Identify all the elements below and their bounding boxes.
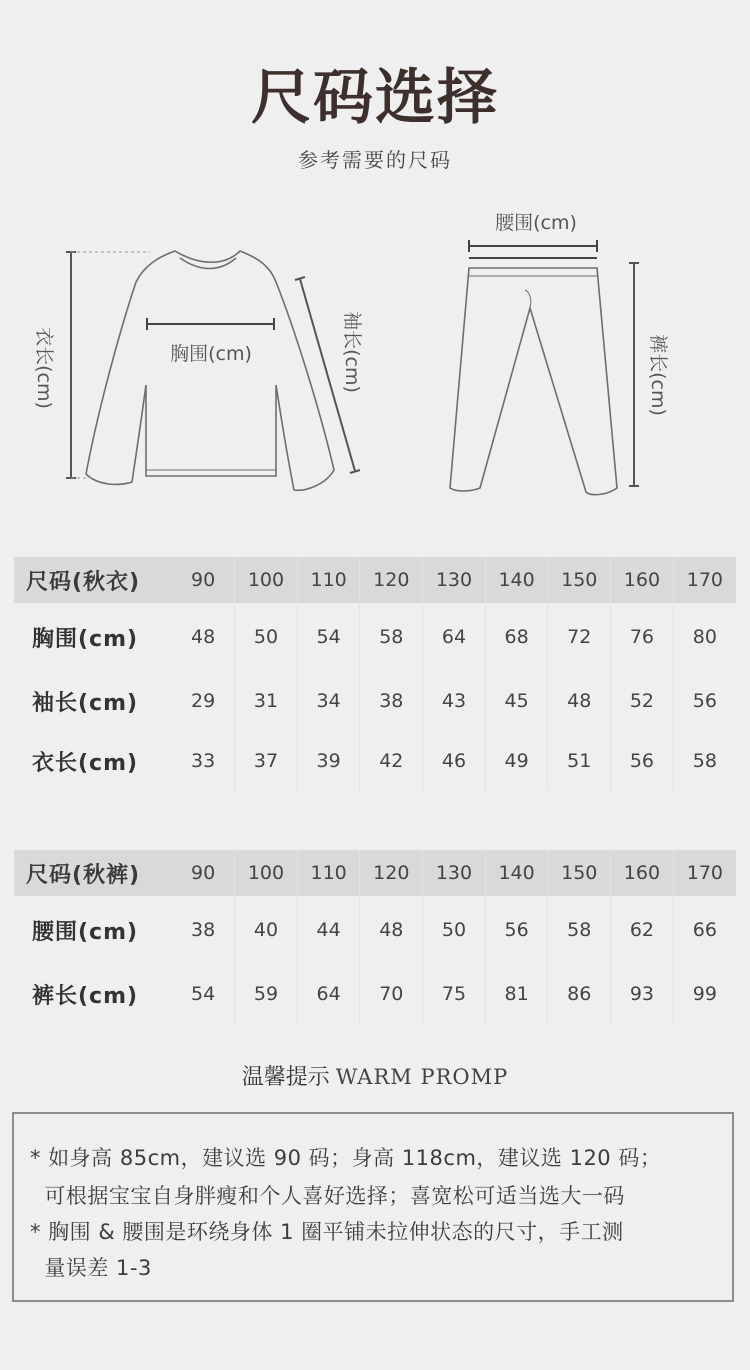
row-label: 胸围(cm)	[32, 626, 139, 652]
size-cell: 170	[673, 850, 736, 896]
value-cell: 66	[673, 896, 736, 964]
value-cell: 31	[235, 671, 298, 731]
value-cell: 70	[360, 964, 423, 1024]
size-cell: 150	[548, 850, 611, 896]
tops-header-row	[14, 557, 736, 603]
table-row	[14, 603, 736, 671]
value-cell: 33	[190, 750, 216, 772]
pants-length-label: 裤长(cm)	[647, 334, 669, 416]
waist-label: 腰围(cm)	[495, 212, 577, 234]
size-cell: 120	[360, 850, 423, 896]
tops-header-label: 尺码(秋衣)	[14, 557, 172, 603]
row-label: 腰围(cm)	[32, 919, 139, 945]
value-cell: 45	[485, 671, 548, 731]
row-label: 袖长(cm)	[32, 690, 139, 716]
value-cell: 64	[297, 964, 360, 1024]
value-cell: 64	[423, 603, 486, 671]
value-cell: 68	[485, 603, 548, 671]
value-cell: 48	[548, 671, 611, 731]
page-subtitle: 参考需要的尺码	[298, 148, 452, 172]
value-cell: 56	[611, 731, 674, 791]
pants-header-label: 尺码(秋裤)	[14, 850, 172, 896]
value-cell: 62	[611, 896, 674, 964]
value-cell: 51	[548, 731, 611, 791]
table-row	[14, 731, 736, 791]
size-cell: 140	[485, 557, 548, 603]
size-cell: 160	[611, 850, 674, 896]
top-garment-illustration	[86, 251, 334, 490]
value-cell: 93	[611, 964, 674, 1024]
pants-size-table	[14, 850, 736, 1024]
size-cell: 90	[172, 850, 235, 896]
tip-line: 量误差 1-3	[30, 1256, 152, 1280]
value-cell: 29	[190, 690, 216, 712]
size-cell: 140	[485, 850, 548, 896]
value-cell: 39	[297, 731, 360, 791]
value-cell: 50	[423, 896, 486, 964]
value-cell: 48	[360, 896, 423, 964]
value-cell: 75	[423, 964, 486, 1024]
tips-title	[0, 1060, 750, 1091]
size-cell: 100	[235, 850, 298, 896]
length-label: 衣长(cm)	[33, 327, 55, 409]
page-title: 尺码选择	[251, 63, 499, 133]
size-cell: 120	[360, 557, 423, 603]
value-cell: 37	[235, 731, 298, 791]
table-row	[14, 964, 736, 1024]
value-cell: 54	[190, 983, 216, 1005]
size-cell: 100	[235, 557, 298, 603]
size-cell: 130	[423, 850, 486, 896]
tip-line: 可根据宝宝自身胖瘦和个人喜好选择；喜宽松可适当选大一码	[30, 1184, 625, 1208]
sleeve-label: 袖长(cm)	[341, 311, 363, 393]
value-cell: 56	[485, 896, 548, 964]
size-cell: 160	[611, 557, 674, 603]
row-label: 裤长(cm)	[32, 983, 139, 1009]
value-cell: 52	[611, 671, 674, 731]
value-cell: 38	[190, 919, 216, 941]
size-cell: 150	[548, 557, 611, 603]
tip-line: * 如身高 85cm，建议选 90 码；身高 118cm，建议选 120 码；	[30, 1146, 662, 1170]
value-cell: 81	[485, 964, 548, 1024]
size-cell: 110	[297, 850, 360, 896]
table-row	[14, 896, 736, 964]
value-cell: 72	[548, 603, 611, 671]
value-cell: 59	[235, 964, 298, 1024]
tips-title-en: WARM PROMP	[335, 1065, 509, 1089]
value-cell: 40	[235, 896, 298, 964]
value-cell: 99	[673, 964, 736, 1024]
size-cell: 90	[172, 557, 235, 603]
size-diagram	[0, 200, 750, 510]
value-cell: 48	[190, 626, 216, 648]
size-cell: 130	[423, 557, 486, 603]
chest-label: 胸围(cm)	[170, 343, 252, 365]
size-cell: 110	[297, 557, 360, 603]
value-cell: 43	[423, 671, 486, 731]
value-cell: 38	[360, 671, 423, 731]
table-row	[14, 671, 736, 731]
value-cell: 46	[423, 731, 486, 791]
pants-header-row	[14, 850, 736, 896]
tips-box	[12, 1112, 734, 1302]
value-cell: 34	[297, 671, 360, 731]
tops-size-table	[14, 557, 736, 791]
tip-line: * 胸围 & 腰围是环绕身体 1 圈平铺未拉伸状态的尺寸，手工测	[30, 1220, 624, 1244]
value-cell: 58	[673, 731, 736, 791]
value-cell: 56	[673, 671, 736, 731]
row-label: 衣长(cm)	[32, 750, 139, 776]
pants-illustration	[450, 268, 617, 495]
value-cell: 44	[297, 896, 360, 964]
value-cell: 58	[548, 896, 611, 964]
value-cell: 58	[360, 603, 423, 671]
size-cell: 170	[673, 557, 736, 603]
value-cell: 54	[297, 603, 360, 671]
tips-title-cn: 温馨提示	[241, 1065, 330, 1090]
value-cell: 76	[611, 603, 674, 671]
value-cell: 42	[360, 731, 423, 791]
value-cell: 50	[235, 603, 298, 671]
value-cell: 49	[485, 731, 548, 791]
value-cell: 86	[548, 964, 611, 1024]
value-cell: 80	[673, 603, 736, 671]
